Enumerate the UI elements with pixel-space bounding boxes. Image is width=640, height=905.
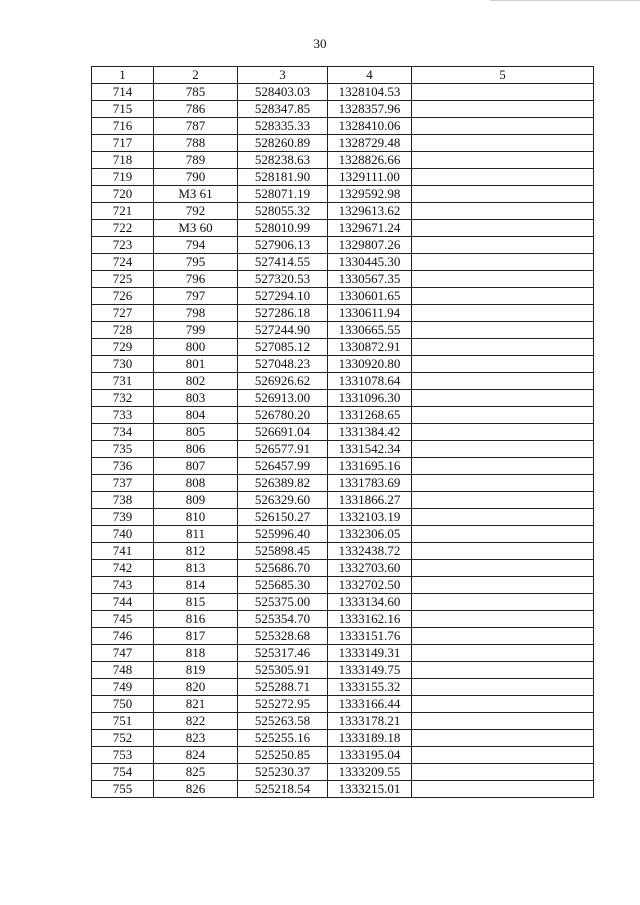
table-row: [92, 730, 594, 747]
table-cell: [412, 679, 594, 696]
table-cell: 719: [92, 169, 154, 186]
table-cell: 525898.45: [238, 543, 328, 560]
table-cell: 1329592.98: [328, 186, 412, 203]
table-cell: 527048.23: [238, 356, 328, 373]
table-cell: [412, 118, 594, 135]
table-cell: 525317.46: [238, 645, 328, 662]
table-row: [92, 713, 594, 730]
table-cell: 1330920.80: [328, 356, 412, 373]
table-cell: 526780.20: [238, 407, 328, 424]
table-cell: 1331268.65: [328, 407, 412, 424]
table-row: [92, 203, 594, 220]
table-cell: 749: [92, 679, 154, 696]
table-cell: 818: [154, 645, 238, 662]
table-cell: 1333189.18: [328, 730, 412, 747]
table-cell: [412, 305, 594, 322]
table-cell: 1331078.64: [328, 373, 412, 390]
table-cell: 525230.37: [238, 764, 328, 781]
table-row: [92, 407, 594, 424]
table-body: [92, 84, 594, 798]
table-cell: [412, 101, 594, 118]
table-cell: 1330872.91: [328, 339, 412, 356]
table-cell: 730: [92, 356, 154, 373]
table-row: [92, 118, 594, 135]
table-row: [92, 101, 594, 118]
table-cell: 798: [154, 305, 238, 322]
table-row: [92, 662, 594, 679]
table-cell: [412, 764, 594, 781]
table-row: [92, 492, 594, 509]
table-cell: 1333178.21: [328, 713, 412, 730]
table-row: [92, 390, 594, 407]
table-cell: 746: [92, 628, 154, 645]
table-cell: [412, 747, 594, 764]
table-cell: 525996.40: [238, 526, 328, 543]
table-row: [92, 271, 594, 288]
table-cell: 794: [154, 237, 238, 254]
table-cell: 525218.54: [238, 781, 328, 798]
table-row: [92, 254, 594, 271]
table-cell: [412, 169, 594, 186]
table-cell: [412, 373, 594, 390]
table-cell: 528347.85: [238, 101, 328, 118]
table-row: [92, 186, 594, 203]
table-cell: [412, 407, 594, 424]
table-cell: 1333215.01: [328, 781, 412, 798]
table-cell: 820: [154, 679, 238, 696]
table-cell: 744: [92, 594, 154, 611]
table-cell: 725: [92, 271, 154, 288]
table-cell: [412, 237, 594, 254]
table-row: [92, 373, 594, 390]
table-cell: 1332702.50: [328, 577, 412, 594]
table-cell: [412, 645, 594, 662]
table-row: [92, 679, 594, 696]
table-cell: [412, 135, 594, 152]
table-cell: 722: [92, 220, 154, 237]
column-header: 2: [154, 67, 238, 84]
table-cell: 1329613.62: [328, 203, 412, 220]
table-cell: 803: [154, 390, 238, 407]
table-cell: 1328729.48: [328, 135, 412, 152]
table-row: [92, 305, 594, 322]
table-row: [92, 356, 594, 373]
table-header-row: [92, 67, 594, 84]
table-cell: 528181.90: [238, 169, 328, 186]
table-cell: 739: [92, 509, 154, 526]
table-cell: 525250.85: [238, 747, 328, 764]
table-cell: [412, 543, 594, 560]
table-cell: 527414.55: [238, 254, 328, 271]
table-cell: 751: [92, 713, 154, 730]
table-cell: 743: [92, 577, 154, 594]
table-row: [92, 696, 594, 713]
table-cell: [412, 730, 594, 747]
table-cell: 717: [92, 135, 154, 152]
table-cell: 737: [92, 475, 154, 492]
table-cell: 745: [92, 611, 154, 628]
table-cell: 1333162.16: [328, 611, 412, 628]
table-cell: 825: [154, 764, 238, 781]
table-row: [92, 441, 594, 458]
table-cell: 796: [154, 271, 238, 288]
table-cell: 528260.89: [238, 135, 328, 152]
table-cell: 715: [92, 101, 154, 118]
table-cell: 735: [92, 441, 154, 458]
column-header: 4: [328, 67, 412, 84]
table-cell: [412, 254, 594, 271]
table-row: [92, 458, 594, 475]
table-cell: 528071.19: [238, 186, 328, 203]
table-cell: 802: [154, 373, 238, 390]
table-cell: 726: [92, 288, 154, 305]
table-row: [92, 645, 594, 662]
table-cell: 1330445.30: [328, 254, 412, 271]
table-cell: 1332103.19: [328, 509, 412, 526]
table-cell: 740: [92, 526, 154, 543]
table-cell: 824: [154, 747, 238, 764]
table-cell: 821: [154, 696, 238, 713]
table-cell: 788: [154, 135, 238, 152]
scan-edge-line: [490, 0, 640, 1]
table-cell: 1330611.94: [328, 305, 412, 322]
table-cell: [412, 696, 594, 713]
table-cell: 823: [154, 730, 238, 747]
table-cell: [412, 577, 594, 594]
table-row: [92, 577, 594, 594]
table-cell: 800: [154, 339, 238, 356]
table-cell: [412, 594, 594, 611]
table-cell: [412, 152, 594, 169]
table-row: [92, 764, 594, 781]
table-cell: 814: [154, 577, 238, 594]
table-cell: 826: [154, 781, 238, 798]
table-cell: 525263.58: [238, 713, 328, 730]
table-cell: 527286.18: [238, 305, 328, 322]
table-cell: 787: [154, 118, 238, 135]
table-cell: [412, 628, 594, 645]
table-cell: [412, 475, 594, 492]
table-cell: 528010.99: [238, 220, 328, 237]
table-cell: 526691.04: [238, 424, 328, 441]
column-header: 3: [238, 67, 328, 84]
table-cell: [412, 611, 594, 628]
table-cell: [412, 356, 594, 373]
table-cell: 1331695.16: [328, 458, 412, 475]
table-cell: 747: [92, 645, 154, 662]
table-cell: 1331783.69: [328, 475, 412, 492]
table-cell: 1331542.34: [328, 441, 412, 458]
table-row: [92, 594, 594, 611]
table-cell: [412, 203, 594, 220]
table-cell: 1328357.96: [328, 101, 412, 118]
table-cell: 797: [154, 288, 238, 305]
table-cell: [412, 662, 594, 679]
table-cell: 1329671.24: [328, 220, 412, 237]
table-cell: 752: [92, 730, 154, 747]
table-cell: 1330601.65: [328, 288, 412, 305]
table-row: [92, 169, 594, 186]
table-cell: 1333195.04: [328, 747, 412, 764]
table-cell: 738: [92, 492, 154, 509]
coordinates-table: [91, 66, 594, 798]
table-cell: 786: [154, 101, 238, 118]
table-cell: 721: [92, 203, 154, 220]
table-cell: 1333155.32: [328, 679, 412, 696]
table-cell: [412, 84, 594, 101]
table-cell: 525685.30: [238, 577, 328, 594]
table-row: [92, 781, 594, 798]
table-cell: 718: [92, 152, 154, 169]
table-cell: [412, 713, 594, 730]
page-number: 30: [313, 36, 327, 51]
table-cell: [412, 441, 594, 458]
table-row: [92, 152, 594, 169]
table-cell: [412, 424, 594, 441]
table-cell: 1329807.26: [328, 237, 412, 254]
table-row: [92, 84, 594, 101]
table-cell: 1333209.55: [328, 764, 412, 781]
table-cell: 789: [154, 152, 238, 169]
table-row: [92, 509, 594, 526]
table-cell: 527906.13: [238, 237, 328, 254]
table-cell: 790: [154, 169, 238, 186]
table-cell: 799: [154, 322, 238, 339]
table-cell: 819: [154, 662, 238, 679]
table-cell: 808: [154, 475, 238, 492]
table-cell: 804: [154, 407, 238, 424]
table-cell: 1331866.27: [328, 492, 412, 509]
table-row: [92, 475, 594, 492]
table-cell: 792: [154, 203, 238, 220]
table-cell: 526577.91: [238, 441, 328, 458]
table-cell: 527320.53: [238, 271, 328, 288]
table-cell: 526457.99: [238, 458, 328, 475]
table-row: [92, 135, 594, 152]
table-cell: [412, 390, 594, 407]
table-row: [92, 543, 594, 560]
table-cell: 528055.32: [238, 203, 328, 220]
table-cell: 525686.70: [238, 560, 328, 577]
table-row: [92, 220, 594, 237]
column-header: 1: [92, 67, 154, 84]
table-cell: 1332703.60: [328, 560, 412, 577]
table-cell: 527294.10: [238, 288, 328, 305]
table-cell: 815: [154, 594, 238, 611]
table-cell: 525328.68: [238, 628, 328, 645]
table-cell: 528238.63: [238, 152, 328, 169]
table-cell: 753: [92, 747, 154, 764]
table-cell: 811: [154, 526, 238, 543]
table-cell: 755: [92, 781, 154, 798]
table-cell: 1331096.30: [328, 390, 412, 407]
table-cell: [412, 526, 594, 543]
table-cell: 732: [92, 390, 154, 407]
table-cell: 810: [154, 509, 238, 526]
table-cell: 741: [92, 543, 154, 560]
table-cell: 795: [154, 254, 238, 271]
table-cell: 1333134.60: [328, 594, 412, 611]
table-cell: 1331384.42: [328, 424, 412, 441]
table-cell: 742: [92, 560, 154, 577]
table-cell: 807: [154, 458, 238, 475]
table-cell: [412, 271, 594, 288]
table-cell: 723: [92, 237, 154, 254]
table-cell: 736: [92, 458, 154, 475]
table-cell: 527085.12: [238, 339, 328, 356]
table-cell: 728: [92, 322, 154, 339]
table-cell: 526150.27: [238, 509, 328, 526]
table-cell: 813: [154, 560, 238, 577]
table-cell: 1332438.72: [328, 543, 412, 560]
table-cell: 809: [154, 492, 238, 509]
table-row: [92, 322, 594, 339]
table-cell: [412, 781, 594, 798]
table-row: [92, 628, 594, 645]
table-cell: 525255.16: [238, 730, 328, 747]
table-cell: 525288.71: [238, 679, 328, 696]
table-cell: 1333166.44: [328, 696, 412, 713]
table-cell: МЗ 61: [154, 186, 238, 203]
table-cell: 816: [154, 611, 238, 628]
table-cell: 731: [92, 373, 154, 390]
table-cell: 806: [154, 441, 238, 458]
table-cell: 822: [154, 713, 238, 730]
table-cell: 525354.70: [238, 611, 328, 628]
table-cell: 1333149.31: [328, 645, 412, 662]
table-row: [92, 747, 594, 764]
table-cell: 1329111.00: [328, 169, 412, 186]
table-cell: 1330665.55: [328, 322, 412, 339]
table-cell: [412, 186, 594, 203]
table-cell: 1330567.35: [328, 271, 412, 288]
table-cell: 734: [92, 424, 154, 441]
table-row: [92, 424, 594, 441]
table-cell: 805: [154, 424, 238, 441]
table-cell: 526926.62: [238, 373, 328, 390]
table-cell: [412, 509, 594, 526]
table-cell: 528335.33: [238, 118, 328, 135]
table-cell: [412, 220, 594, 237]
table-cell: 817: [154, 628, 238, 645]
table-cell: 1332306.05: [328, 526, 412, 543]
table-cell: 1328104.53: [328, 84, 412, 101]
table-cell: 1333151.76: [328, 628, 412, 645]
table-cell: 525305.91: [238, 662, 328, 679]
table-cell: 527244.90: [238, 322, 328, 339]
table-cell: 727: [92, 305, 154, 322]
table-row: [92, 339, 594, 356]
table-row: [92, 288, 594, 305]
table-cell: 716: [92, 118, 154, 135]
table-cell: 526913.00: [238, 390, 328, 407]
table-cell: 1328410.06: [328, 118, 412, 135]
table-cell: 1328826.66: [328, 152, 412, 169]
table-cell: 785: [154, 84, 238, 101]
table-cell: [412, 492, 594, 509]
table-cell: 733: [92, 407, 154, 424]
table-cell: 812: [154, 543, 238, 560]
table-cell: 754: [92, 764, 154, 781]
table-row: [92, 611, 594, 628]
column-header: 5: [412, 67, 594, 84]
table-cell: [412, 288, 594, 305]
table-cell: [412, 458, 594, 475]
table-cell: 724: [92, 254, 154, 271]
table-cell: 1333149.75: [328, 662, 412, 679]
table-cell: МЗ 60: [154, 220, 238, 237]
table-row: [92, 526, 594, 543]
table-cell: [412, 339, 594, 356]
table-cell: 714: [92, 84, 154, 101]
table-cell: [412, 322, 594, 339]
table-cell: 525375.00: [238, 594, 328, 611]
table-cell: 526389.82: [238, 475, 328, 492]
table-cell: 748: [92, 662, 154, 679]
table-cell: 526329.60: [238, 492, 328, 509]
table-cell: 525272.95: [238, 696, 328, 713]
table-cell: 720: [92, 186, 154, 203]
table-cell: 729: [92, 339, 154, 356]
table-cell: [412, 560, 594, 577]
table-cell: 801: [154, 356, 238, 373]
table-cell: 750: [92, 696, 154, 713]
table-cell: 528403.03: [238, 84, 328, 101]
table-row: [92, 237, 594, 254]
table-row: [92, 560, 594, 577]
